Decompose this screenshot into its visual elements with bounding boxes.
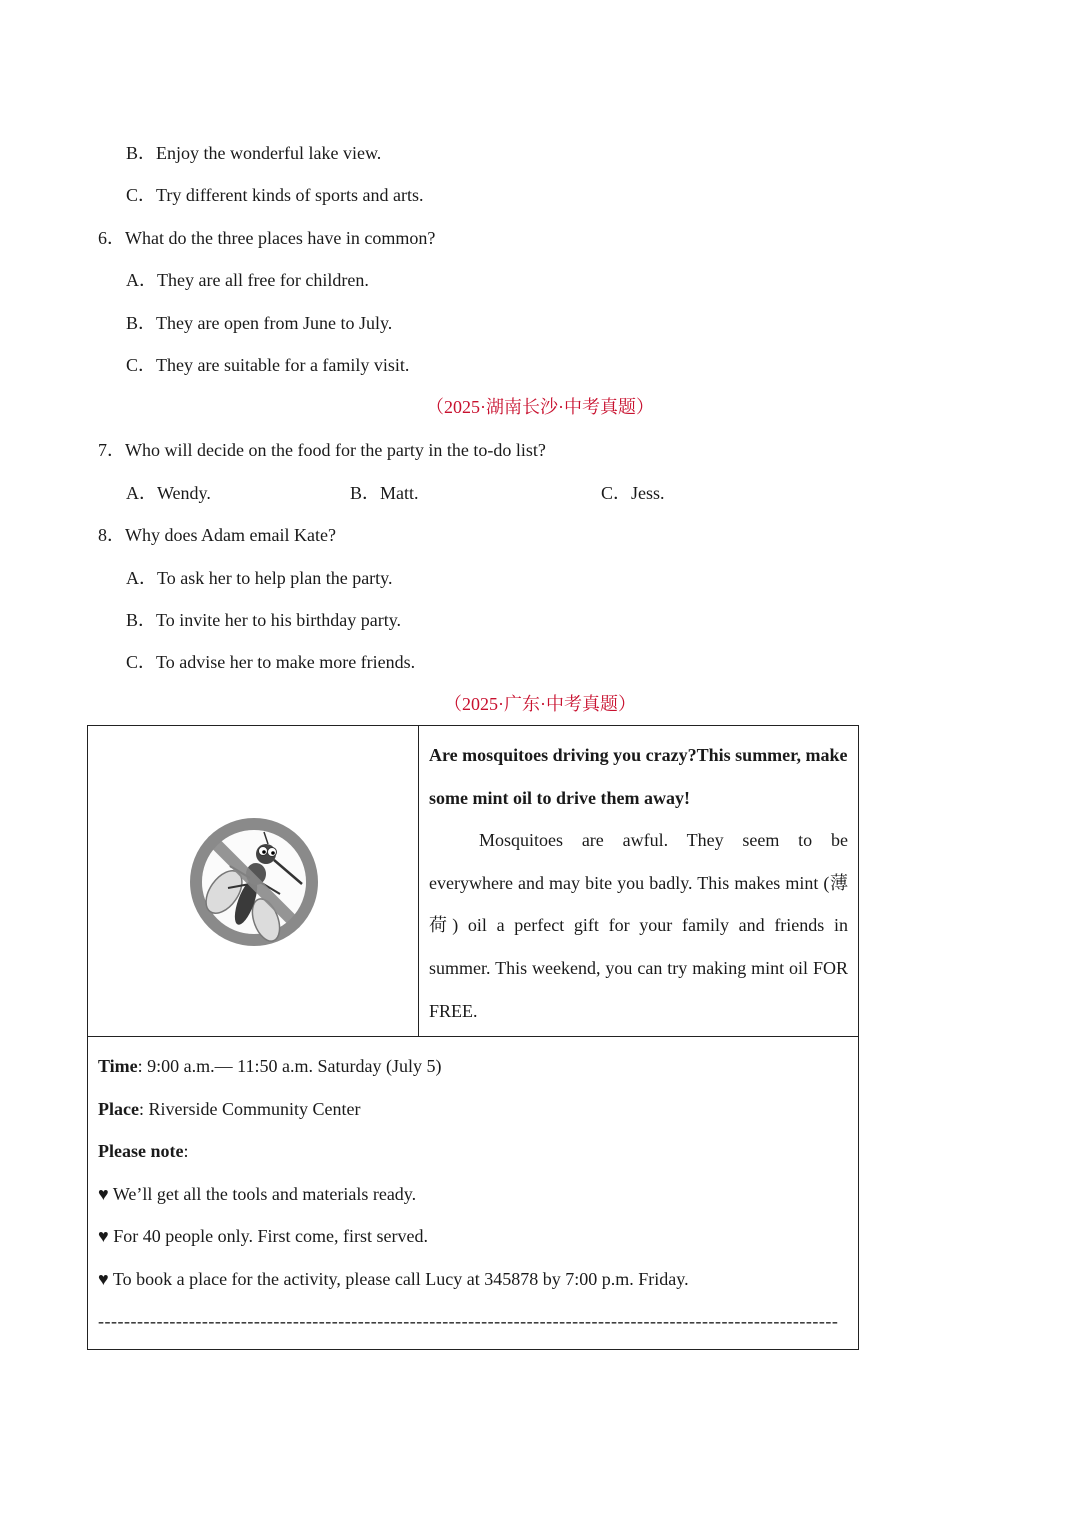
q8-option-c: C．To advise her to make more friends.	[126, 652, 416, 672]
q6-option-b: B．They are open from June to July.	[126, 313, 393, 333]
q7-option-a: A．Wendy.	[126, 483, 211, 503]
ad-note-item: ♥ To book a place for the activity, please call Lucy at 345878 by 7:00 p.m. Friday.	[98, 1268, 689, 1289]
source-label-changsha: （2025·湖南长沙·中考真题）	[426, 397, 654, 417]
q8-question: 8．Why does Adam email Kate?	[98, 525, 336, 545]
mint-oil-ad-table	[87, 725, 859, 1350]
ad-details-cell	[88, 1037, 859, 1350]
ad-text-cell	[419, 726, 859, 1037]
ad-note-item: ♥ We’ll get all the tools and materials ready.	[98, 1183, 417, 1204]
q7-option-b: B．Matt.	[350, 483, 419, 503]
dashed-separator: ------------------------------------------------------------------------------------------------------------------	[98, 1311, 839, 1331]
q5-option-b: B．Enjoy the wonderful lake view.	[126, 143, 382, 163]
no-mosquito-icon	[184, 812, 324, 952]
ad-note-item: ♥ For 40 people only. First come, first served.	[98, 1226, 428, 1246]
ad-place: Place: Riverside Community Center	[98, 1098, 361, 1119]
q6-option-a: A．They are all free for children.	[126, 270, 369, 290]
ad-body: Mosquitoes are awful. They seem to be everywhere and may bite you badly. This makes mint (薄荷) oil a perfect gift for your family and friends in summer. This weekend, you can try making mint oil FOR FREE.	[429, 830, 848, 1021]
q6-question: 6．What do the three places have in common?	[98, 228, 436, 248]
ad-headline: Are mosquitoes driving you crazy?This summer, make some mint oil to drive them away!	[429, 745, 848, 808]
q6-option-c: C．They are suitable for a family visit.	[126, 355, 410, 375]
source-label-guangdong: （2025·广东·中考真题）	[444, 694, 636, 714]
q8-option-a: A．To ask her to help plan the party.	[126, 568, 393, 588]
ad-time: Time: 9:00 a.m.— 11:50 a.m. Saturday (July 5)	[98, 1056, 442, 1076]
ad-image-cell	[88, 726, 419, 1037]
q8-option-b: B．To invite her to his birthday party.	[126, 610, 402, 630]
q5-option-c: C．Try different kinds of sports and arts.	[126, 185, 424, 205]
q7-option-c: C．Jess.	[601, 483, 665, 503]
ad-note-heading: Please note:	[98, 1141, 189, 1161]
q7-question: 7．Who will decide on the food for the party in the to-do list?	[98, 440, 546, 460]
